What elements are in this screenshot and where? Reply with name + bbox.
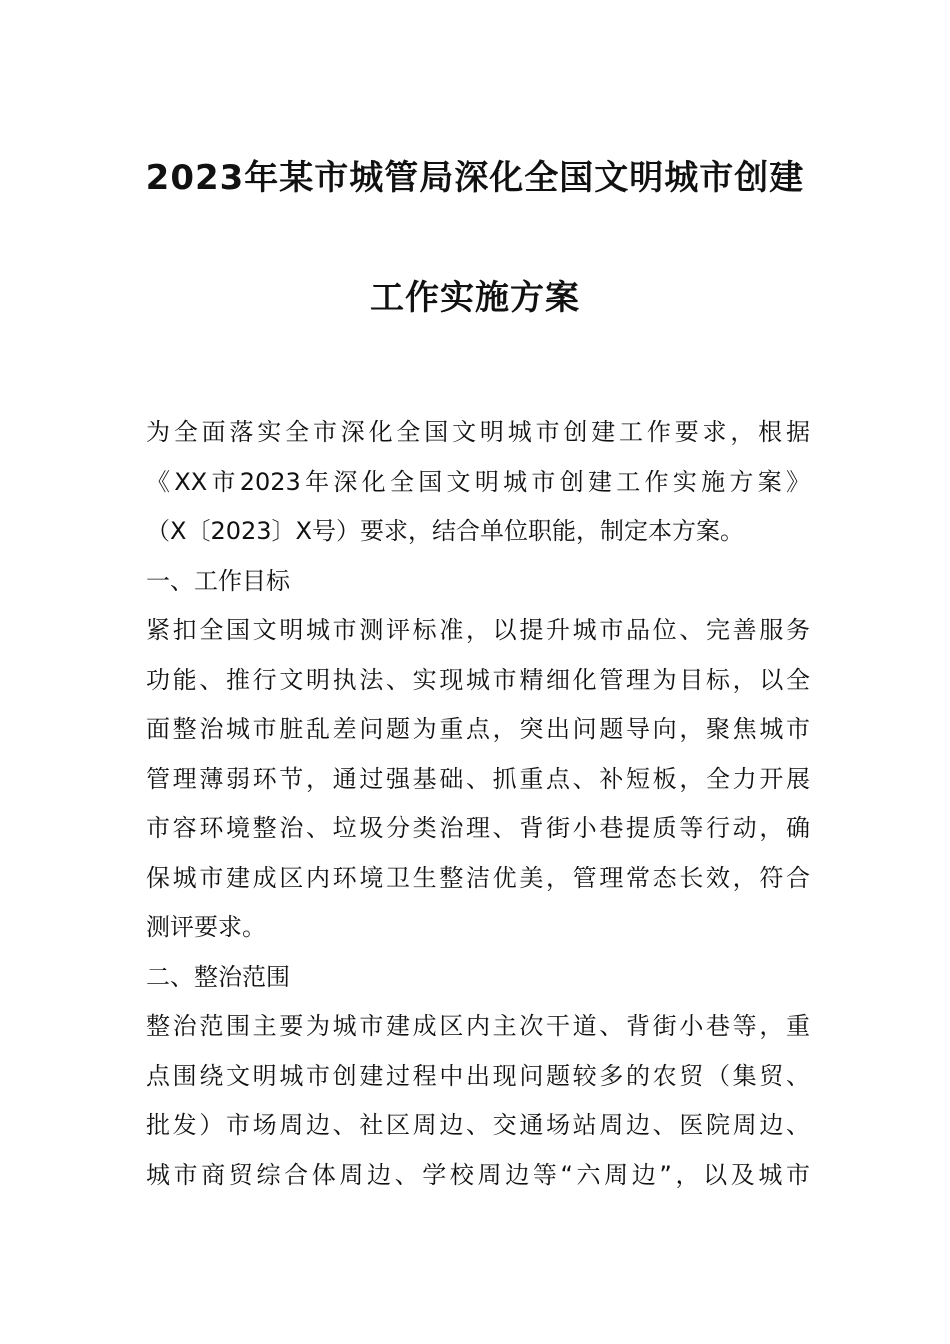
body-line: 为全面落实全市深化全国文明城市创建工作要求，根据 [146, 418, 810, 446]
body-line: 紧扣全国文明城市测评标准，以提升城市品位、完善服务 [146, 616, 810, 644]
body-line: 城市商贸综合体周边、学校周边等“六周边”，以及城市 [146, 1160, 810, 1189]
section-heading-scope: 二、整治范围 [146, 962, 290, 991]
body-line: 管理薄弱环节，通过强基础、抓重点、补短板，全力开展 [146, 764, 810, 793]
body-line: 市容环境整治、垃圾分类治理、背街小巷提质等行动，确 [146, 814, 810, 842]
body-line: 点围绕文明城市创建过程中出现问题较多的农贸（集贸、 [146, 1061, 810, 1090]
document-body [146, 408, 810, 1200]
section-heading-goals: 一、工作目标 [146, 566, 290, 595]
body-line: 《XX市2023年深化全国文明城市创建工作实施方案》 [146, 467, 810, 496]
document-title-line-2: 工作实施方案 [370, 278, 580, 318]
body-line: 面整治城市脏乱差问题为重点，突出问题导向，聚焦城市 [146, 715, 810, 743]
body-line: 整治范围主要为城市建成区内主次干道、背街小巷等，重 [146, 1012, 810, 1040]
body-line: 功能、推行文明执法、实现城市精细化管理为目标，以全 [146, 665, 810, 694]
document-title-line-1: 2023年某市城管局深化全国文明城市创建 [145, 158, 805, 198]
body-line: （X〔2023〕X号）要求，结合单位职能，制定本方案。 [146, 517, 744, 545]
body-line: 测评要求。 [146, 913, 266, 941]
body-line: 保城市建成区内环境卫生整洁优美，管理常态长效，符合 [146, 863, 810, 892]
body-line: 批发）市场周边、社区周边、交通场站周边、医院周边、 [146, 1111, 810, 1139]
